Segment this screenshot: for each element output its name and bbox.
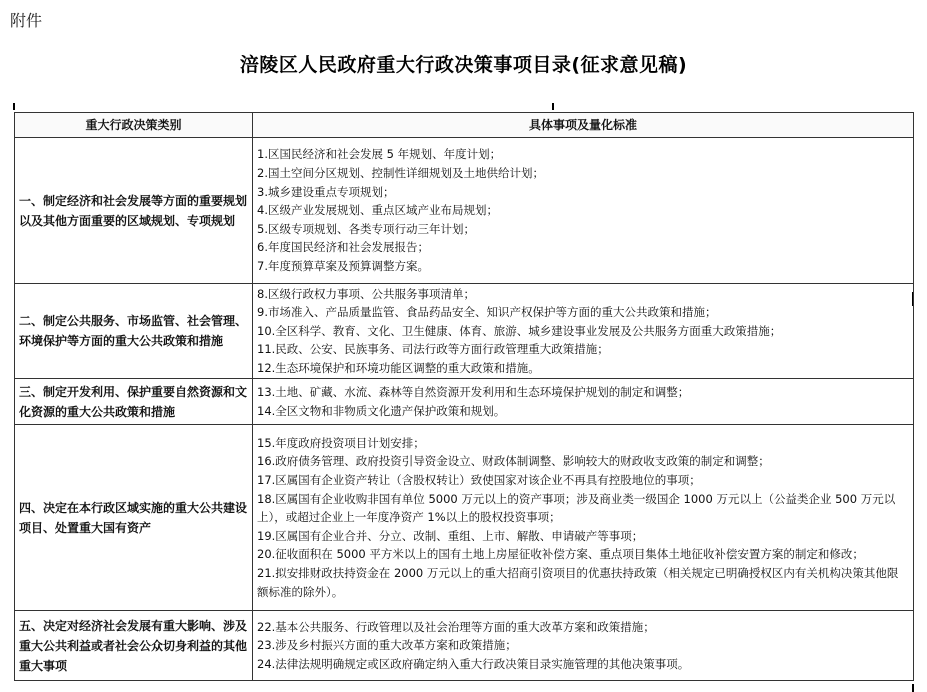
table-header-row	[15, 113, 914, 138]
table-row	[15, 379, 914, 425]
list-item: 11.民政、公安、民族事务、司法行政等方面行政管理重大政策措施；	[257, 342, 609, 357]
document-title: 涪陵区人民政府重大行政决策事项目录(征求意见稿)	[239, 54, 688, 76]
list-item: 15.年度政府投资项目计划安排；	[257, 435, 425, 450]
list-item: 2.国土空间分区规划、控制性详细规划及土地供给计划；	[257, 166, 544, 181]
items-cell	[253, 138, 914, 284]
list-item: 18.区属国有企业收购非国有单位 5000 万元以上的资产事项；涉及商业类一级国企 1000 万元以上（公益类企业 500 万元以上），或超过企业上一年度净资产 1%以上的股权投资事项；	[257, 491, 896, 525]
category-cell: 二、制定公共服务、市场监管、社会管理、环境保护等方面的重大公共政策和措施	[15, 284, 253, 379]
items-cell	[253, 284, 914, 379]
column-header-items: 具体事项及量化标准	[253, 113, 914, 138]
table-body	[15, 138, 914, 681]
list-item: 9.市场准入、产品质量监管、食品药品安全、知识产权保护等方面的重大公共政策和措施；	[257, 305, 717, 320]
list-item: 23.涉及乡村振兴方面的重大改革方案和政策措施；	[257, 638, 517, 653]
top-left-tick-mark	[13, 103, 15, 110]
list-item: 5.区级专项规划、各类专项行动三年计划；	[257, 221, 475, 236]
list-item: 1.区国民经济和社会发展 5 年规划、年度计划；	[257, 147, 502, 162]
list-item: 19.区属国有企业合并、分立、改制、重组、上市、解散、申请破产等事项；	[257, 528, 644, 543]
table-row	[15, 138, 914, 284]
list-item: 24.法律法规明确规定或区政府确定纳入重大行政决策目录实施管理的其他决策事项。	[257, 656, 690, 671]
list-item: 17.区属国有企业资产转让（含股权转让）致使国家对该企业不再具有控股地位的事项；	[257, 473, 701, 488]
list-item: 14.全区文物和非物质文化遗产保护政策和规划。	[257, 403, 506, 418]
category-cell: 五、决定对经济社会发展有重大影响、涉及重大公共利益或者社会公众切身利益的其他重大事项	[15, 611, 253, 681]
list-item: 10.全区科学、教育、文化、卫生健康、体育、旅游、城乡建设事业发展及公共服务方面重大政策措施；	[257, 323, 782, 338]
list-item: 7.年度预算草案及预算调整方案。	[257, 258, 429, 273]
table-row	[15, 611, 914, 681]
items-cell	[253, 611, 914, 681]
list-item: 8.区级行政权力事项、公共服务事项清单；	[257, 286, 475, 301]
category-cell: 四、决定在本行政区域实施的重大公共建设项目、处置重大国有资产	[15, 425, 253, 611]
list-item: 12.生态环境保护和环境功能区调整的重大政策和措施。	[257, 360, 540, 375]
attachment-label: 附件	[10, 11, 43, 30]
list-item: 20.征收面积在 5000 平方米以上的国有土地上房屋征收补偿方案、重点项目集体土地征收补偿安置方案的制定和修改；	[257, 547, 864, 562]
list-item: 4.区级产业发展规划、重点区域产业布局规划；	[257, 203, 498, 218]
list-item: 16.政府债务管理、政府投资引导资金设立、财政体制调整、影响较大的财政收支政策的制定和调整；	[257, 454, 770, 469]
top-right-tick-mark	[552, 103, 554, 110]
list-item: 6.年度国民经济和社会发展报告；	[257, 240, 429, 255]
decision-catalog-table	[14, 112, 914, 681]
category-cell: 三、制定开发利用、保护重要自然资源和文化资源的重大公共政策和措施	[15, 379, 253, 425]
category-cell: 一、制定经济和社会发展等方面的重要规划以及其他方面重要的区域规划、专项规划	[15, 138, 253, 284]
table-row	[15, 284, 914, 379]
list-item: 3.城乡建设重点专项规划；	[257, 184, 395, 199]
column-header-category: 重大行政决策类别	[15, 113, 253, 138]
bottom-right-tick-mark	[912, 684, 914, 692]
items-cell	[253, 379, 914, 425]
list-item: 13.土地、矿藏、水流、森林等自然资源开发利用和生态环境保护规划的制定和调整；	[257, 384, 690, 399]
items-cell	[253, 425, 914, 611]
list-item: 21.拟安排财政扶持资金在 2000 万元以上的重大招商引资项目的优惠扶持政策（相关规定已明确授权区内有关机构决策其他限额标准的除外）。	[257, 565, 899, 599]
table-row	[15, 425, 914, 611]
list-item: 22.基本公共服务、行政管理以及社会治理等方面的重大改革方案和政策措施；	[257, 619, 655, 634]
